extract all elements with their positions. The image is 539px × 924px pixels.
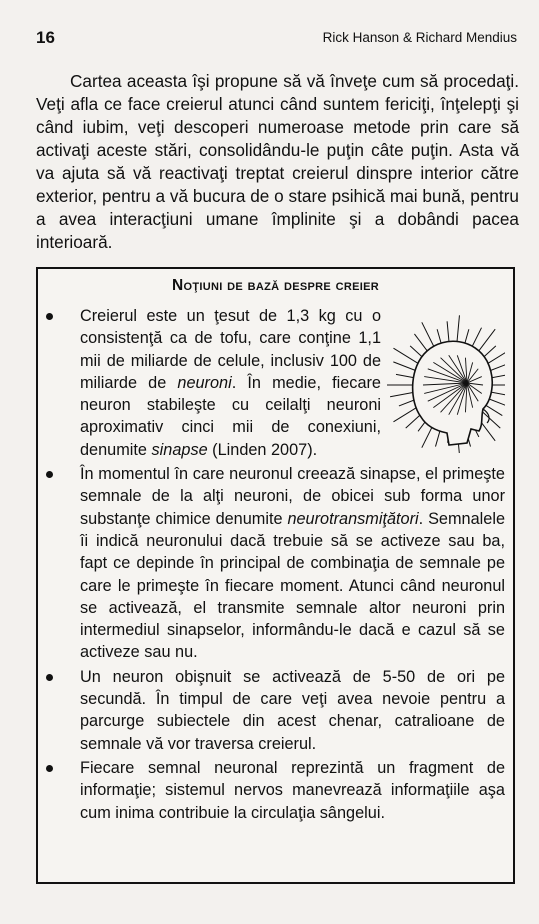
intro-paragraph: Cartea aceasta îşi propune să vă înveţe cum să procedaţi. Veţi afla ce face creierul atunci când suntem fericiţi, înţelepţi şi când iubim, veţi descoperi numeroase metode prin care să activaţi aceste stări, consolidându-le puţin câte puţin. Asta vă va ajuta să vă reactivaţi treptat creierul dinspre interior către exterior, pentru a vă bucura de o stare psihică mai bună, pentru a avea interacţiuni umane împlinite şi a dobândi pacea interioară. — [36, 71, 519, 252]
bullet-text: Creierul este un ţesut de 1,3 kg cu o consistenţă ca de tofu, care conţine 1,1 mii de miliarde de celule, inclusiv 100 de miliarde de — [80, 307, 381, 392]
bullet-text: Fiecare semnal neuronal reprezintă un fragment de informaţie; sistemul nervos manevrează informaţiile aşa cum inima contribuie la circulaţia sângelui. — [80, 758, 505, 822]
term-sinapse: sinapse — [151, 440, 208, 459]
box-title: Noţiuni de bază despre creier — [171, 277, 380, 294]
list-item — [38, 463, 513, 664]
bullet-text: Un neuron obişnuit se activează de 5-50 de ori pe secundă. În timpul de care veţi avea nevoie pentru a parcurge subiectele din acest chenar, catralioane de semnale vă vor traversa creierul. — [80, 667, 505, 753]
list-item — [38, 305, 513, 461]
head-with-neural-rays-icon — [387, 305, 505, 453]
bullet-icon — [46, 765, 53, 772]
page-header — [36, 28, 517, 52]
bullet-icon — [46, 313, 53, 320]
list-item — [38, 757, 513, 824]
bullet-text: . Semnalele îi indică neuronului dacă trebuie să se activeze sau ba, fapt ce depinde în principal de combinaţia de semnale pe care le primeşte în fiecare moment. Atunci când neuronul se activează, el transmite semnale altor neuroni prin intermediul sinapselor, informându-le dacă e cazul să se activeze sau nu. — [80, 509, 505, 662]
bullet-icon — [46, 674, 53, 681]
bullet-text: . În medie, fiecare neuron stabileşte cu ceilalţi neuroni aproximativ cinci mii de conexiuni, denumite — [80, 373, 381, 459]
list-item — [38, 666, 513, 755]
term-neurotransmitatori: neurotransmiţători — [287, 509, 419, 528]
term-neuroni: neuroni — [177, 373, 232, 392]
bullet-list — [38, 305, 513, 826]
bullet-text: (Linden 2007). — [207, 440, 318, 459]
page-number: 16 — [36, 28, 55, 47]
bullet-icon — [46, 471, 53, 478]
info-box — [36, 267, 515, 884]
running-head-authors: Rick Hanson & Richard Mendius — [322, 30, 517, 45]
bullet-text: În momentul în care neuronul creează sinapse, el primeşte semnale de la alţi neuroni, de obicei sub forma unor substanţe chimice denumite — [80, 465, 505, 528]
